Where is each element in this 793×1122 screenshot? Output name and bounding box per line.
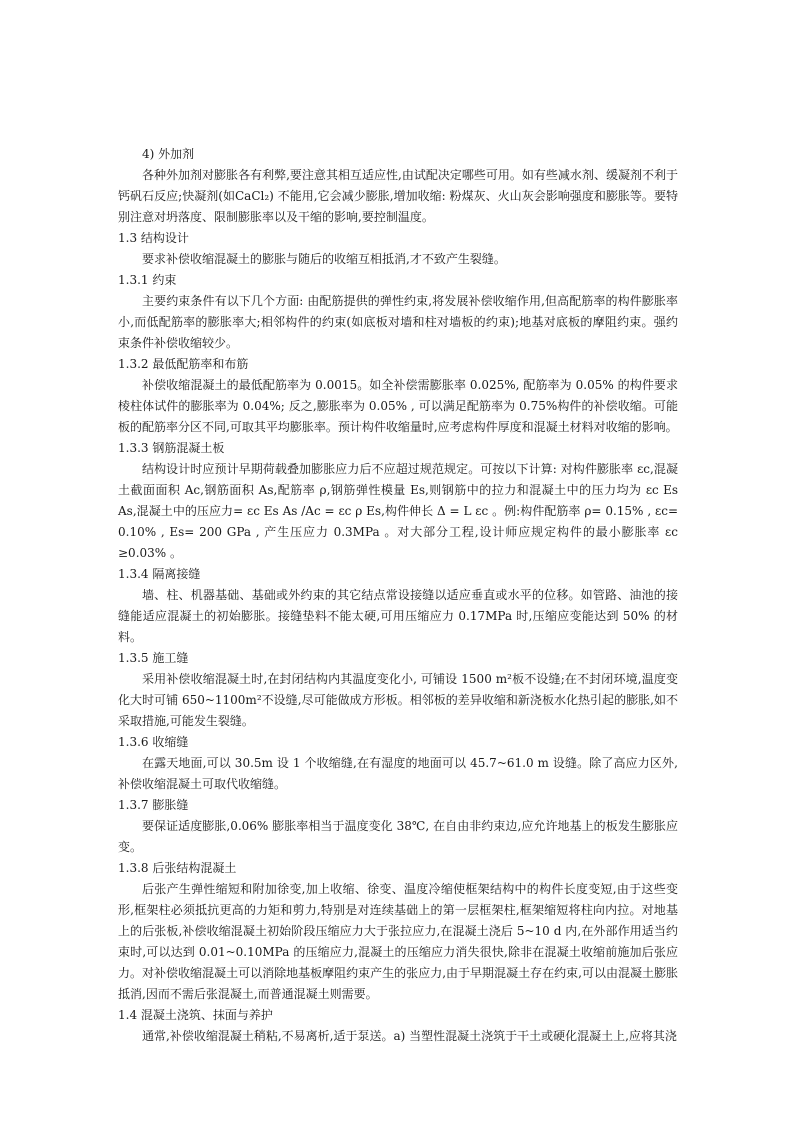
paragraph-construction-joint: 采用补偿收缩混凝土时,在封闭结构内其温度变化小, 可铺设 1500 m²板不设缝;在不封闭环境,温度变化大时可铺 650~1100m²不设缝,尽可能做成方形板。相邻板的差异收缩和新浇板水化热引起的膨胀,如不采取措施,可能发生裂缝。 — [118, 672, 678, 728]
paragraph-restraint: 主要约束条件有以下几个方面: 由配筋提供的弹性约束,将发展补偿收缩作用,但高配筋率的构件膨胀率小,而低配筋率的膨胀率大;相邻构件的约束(如底板对墙和柱对墙板的约束);地基对底板的摩阻约束。强约束条件补偿收缩较少。 — [118, 294, 678, 350]
paragraph-structural-design: 要求补偿收缩混凝土的膨胀与随后的收缩互相抵消,才不致产生裂缝。 — [142, 252, 506, 266]
section-heading-shrinkage-joint: 1.3.6 收缩缝 — [118, 735, 189, 749]
paragraph-admixture: 各种外加剂对膨胀各有利弊,要注意其相互适应性,由试配决定哪些可用。如有些减水剂、缓凝剂不利于钙矾石反应;快凝剂(如CaCl₂) 不能用,它会减少膨胀,增加收缩: 粉煤灰、火山灰会影响强度和膨胀等。要特别注意对坍落度、限制膨胀率以及干缩的影响,要控制温度。 — [118, 168, 678, 224]
section-heading-placing-finishing-curing: 1.4 混凝土浇筑、抹面与养护 — [118, 1008, 273, 1022]
paragraph-placing-finishing-curing: 通常,补偿收缩混凝土稍粘,不易离析,适于泵送。a) 当塑性混凝土浇筑于干土或硬化混凝土上,应将其浇 — [142, 1029, 677, 1043]
section-heading-post-tensioned: 1.3.8 后张结构混凝土 — [118, 861, 237, 875]
section-heading-construction-joint: 1.3.5 施工缝 — [118, 651, 189, 665]
section-heading-restraint: 1.3.1 约束 — [118, 273, 177, 287]
section-heading-isolation-joint: 1.3.4 隔离接缝 — [118, 567, 201, 581]
paragraph-shrinkage-joint: 在露天地面,可以 30.5m 设 1 个收缩缝,在有湿度的地面可以 45.7~61.0 m 设缝。除了高应力区外,补偿收缩混凝土可取代收缩缝。 — [118, 756, 678, 791]
paragraph-isolation-joint: 墙、柱、机器基础、基础或外约束的其它结点常设接缝以适应垂直或水平的位移。如管路、油池的接缝能适应混凝土的初始膨胀。接缝垫料不能太硬,可用压缩应力 0.17MPa 时,压缩应变能达到 50% 的材料。 — [118, 588, 678, 644]
section-heading-min-reinforcement: 1.3.2 最低配筋率和布筋 — [118, 357, 249, 371]
section-heading-admixture: 4) 外加剂 — [142, 147, 195, 161]
paragraph-min-reinforcement: 补偿收缩混凝土的最低配筋率为 0.0015。如全补偿需膨胀率 0.025%, 配筋率为 0.05% 的构件要求棱柱体试件的膨胀率为 0.04%; 反之,膨胀率为 0.05% , 可以满足配筋率为 0.75%构件的补偿收缩。可能板的配筋率分区不同,可取其平均膨胀率。预计构件收缩量时,应考虑构件厚度和混凝土材料对收缩的影响。 — [118, 378, 678, 434]
document-page — [118, 144, 678, 1047]
paragraph-expansion-joint: 要保证适度膨胀,0.06% 膨胀率相当于温度变化 38℃, 在自由非约束边,应允许地基上的板发生膨胀应变。 — [118, 819, 678, 854]
section-heading-structural-design: 1.3 结构设计 — [118, 231, 189, 245]
section-heading-rc-slab: 1.3.3 钢筋混凝土板 — [118, 441, 225, 455]
paragraph-rc-slab: 结构设计时应预计早期荷载叠加膨胀应力后不应超过规范规定。可按以下计算: 对构件膨胀率 εc,混凝土截面面积 Ac,钢筋面积 As,配筋率 ρ,钢筋弹性模量 Es,则钢筋中的拉力和混凝土中的压力均为 εc Es As,混凝土中的压应力= εc Es As /Ac = εc ρ Es,构件伸长 Δ = L εc 。例:构件配筋率 ρ= 0.15% , εc= 0.10% , Es= 200 GPa , 产生压应力 0.3MPa 。对大部分工程,设计师应规定构件的最小膨胀率 εc ≥0.03% 。 — [118, 462, 678, 560]
paragraph-post-tensioned: 后张产生弹性缩短和附加徐变,加上收缩、徐变、温度冷缩使框架结构中的构件长度变短,由于这些变形,框架柱必须抵抗更高的力矩和剪力,特别是对连续基础上的第一层框架柱,框架缩短将柱向内拉。对地基上的后张板,补偿收缩混凝土初始阶段压缩应力大于张拉应力,在混凝土浇后 5~10 d 内,在外部作用适当约束时,可以达到 0.01~0.10MPa 的压缩应力,混凝土的压缩应力消失很快,除非在混凝土收缩前施加后张应力。对补偿收缩混凝土可以消除地基板摩阻约束产生的张应力,由于早期混凝土存在约束,可以由混凝土膨胀抵消,因而不需后张混凝土,而普通混凝土则需要。 — [118, 882, 678, 1001]
section-heading-expansion-joint: 1.3.7 膨胀缝 — [118, 798, 189, 812]
